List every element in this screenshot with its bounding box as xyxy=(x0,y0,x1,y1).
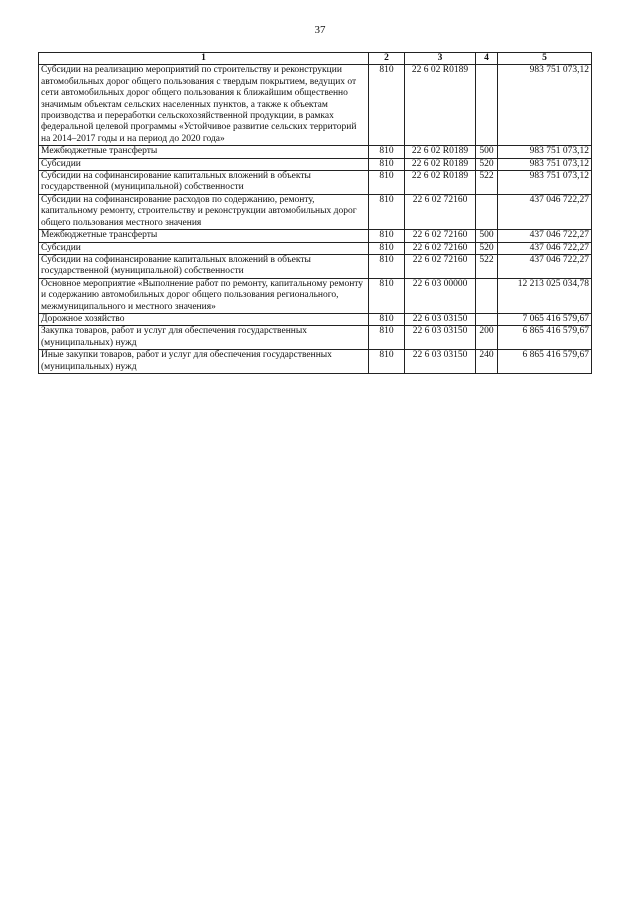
cell-name: Дорожное хозяйство xyxy=(39,313,369,325)
header-row xyxy=(39,53,592,65)
header-col-2: 2 xyxy=(369,53,405,65)
header-col-4: 4 xyxy=(476,53,498,65)
cell-target-article: 22 6 03 03150 xyxy=(405,350,476,374)
header-col-1: 1 xyxy=(39,53,369,65)
table-row xyxy=(39,326,592,350)
header-col-3: 3 xyxy=(405,53,476,65)
cell-target-article: 22 6 02 R0189 xyxy=(405,65,476,146)
cell-amount: 12 213 025 034,78 xyxy=(498,278,592,313)
cell-target-article: 22 6 02 72160 xyxy=(405,254,476,278)
cell-expense-type: 500 xyxy=(476,146,498,158)
cell-target-article: 22 6 02 72160 xyxy=(405,194,476,229)
cell-expense-type xyxy=(476,194,498,229)
cell-amount: 983 751 073,12 xyxy=(498,171,592,195)
table-row xyxy=(39,254,592,278)
cell-target-article: 22 6 02 R0189 xyxy=(405,158,476,170)
table-row xyxy=(39,158,592,170)
cell-name: Иные закупки товаров, работ и услуг для обеспечения государственных (муниципальных) нужд xyxy=(39,350,369,374)
cell-ved-code: 810 xyxy=(369,278,405,313)
cell-ved-code: 810 xyxy=(369,230,405,242)
budget-table xyxy=(38,52,592,374)
table-row xyxy=(39,146,592,158)
cell-expense-type: 240 xyxy=(476,350,498,374)
cell-amount: 983 751 073,12 xyxy=(498,65,592,146)
table-body xyxy=(39,65,592,374)
cell-ved-code: 810 xyxy=(369,313,405,325)
cell-expense-type: 520 xyxy=(476,242,498,254)
cell-ved-code: 810 xyxy=(369,65,405,146)
cell-name: Межбюджетные трансферты xyxy=(39,146,369,158)
cell-amount: 437 046 722,27 xyxy=(498,194,592,229)
cell-name: Субсидии на софинансирование капитальных вложений в объекты государственной (муниципальной) собственности xyxy=(39,171,369,195)
cell-expense-type: 522 xyxy=(476,254,498,278)
header-col-5: 5 xyxy=(498,53,592,65)
cell-expense-type xyxy=(476,65,498,146)
table-row xyxy=(39,65,592,146)
cell-target-article: 22 6 02 72160 xyxy=(405,230,476,242)
table-row xyxy=(39,350,592,374)
cell-target-article: 22 6 02 R0189 xyxy=(405,146,476,158)
cell-name: Субсидии на реализацию мероприятий по строительству и реконструкции автомобильных дорог общего пользования с твердым покрытием, ведущих от сети автомобильных дорог общего пользования к ближайшим общественно значимым объектам сельских населенных пунктов, а также к объектам производства и переработки сельскохозяйственной продукции, в рамках федеральной целевой программы «Устойчивое развитие сельских территорий на 2014–2017 годы и на период до 2020 года» xyxy=(39,65,369,146)
cell-amount: 437 046 722,27 xyxy=(498,230,592,242)
cell-amount: 437 046 722,27 xyxy=(498,254,592,278)
table-row xyxy=(39,278,592,313)
cell-target-article: 22 6 03 00000 xyxy=(405,278,476,313)
cell-name: Субсидии xyxy=(39,242,369,254)
cell-amount: 6 865 416 579,67 xyxy=(498,326,592,350)
cell-name: Закупка товаров, работ и услуг для обеспечения государственных (муниципальных) нужд xyxy=(39,326,369,350)
table-row xyxy=(39,171,592,195)
cell-target-article: 22 6 03 03150 xyxy=(405,326,476,350)
cell-amount: 983 751 073,12 xyxy=(498,146,592,158)
cell-expense-type: 500 xyxy=(476,230,498,242)
cell-expense-type: 520 xyxy=(476,158,498,170)
cell-ved-code: 810 xyxy=(369,146,405,158)
cell-target-article: 22 6 03 03150 xyxy=(405,313,476,325)
cell-ved-code: 810 xyxy=(369,254,405,278)
cell-name: Субсидии xyxy=(39,158,369,170)
cell-name: Межбюджетные трансферты xyxy=(39,230,369,242)
cell-expense-type: 200 xyxy=(476,326,498,350)
cell-target-article: 22 6 02 72160 xyxy=(405,242,476,254)
cell-expense-type xyxy=(476,313,498,325)
cell-target-article: 22 6 02 R0189 xyxy=(405,171,476,195)
table-row xyxy=(39,230,592,242)
cell-name: Субсидии на софинансирование расходов по содержанию, ремонту, капитальному ремонту, строительству и реконструкции автомобильных дорог общего пользования местного значения xyxy=(39,194,369,229)
cell-ved-code: 810 xyxy=(369,326,405,350)
cell-ved-code: 810 xyxy=(369,242,405,254)
cell-amount: 7 065 416 579,67 xyxy=(498,313,592,325)
cell-ved-code: 810 xyxy=(369,194,405,229)
cell-expense-type: 522 xyxy=(476,171,498,195)
cell-amount: 6 865 416 579,67 xyxy=(498,350,592,374)
cell-name: Основное мероприятие «Выполнение работ по ремонту, капитальному ремонту и содержанию автомобильных дорог общего пользования регионального, межмуниципального и местного значения» xyxy=(39,278,369,313)
cell-ved-code: 810 xyxy=(369,350,405,374)
cell-amount: 983 751 073,12 xyxy=(498,158,592,170)
table-row xyxy=(39,194,592,229)
page-number: 37 xyxy=(314,24,326,36)
cell-ved-code: 810 xyxy=(369,158,405,170)
cell-expense-type xyxy=(476,278,498,313)
cell-amount: 437 046 722,27 xyxy=(498,242,592,254)
table-row xyxy=(39,313,592,325)
cell-ved-code: 810 xyxy=(369,171,405,195)
table-row xyxy=(39,242,592,254)
cell-name: Субсидии на софинансирование капитальных вложений в объекты государственной (муниципальной) собственности xyxy=(39,254,369,278)
